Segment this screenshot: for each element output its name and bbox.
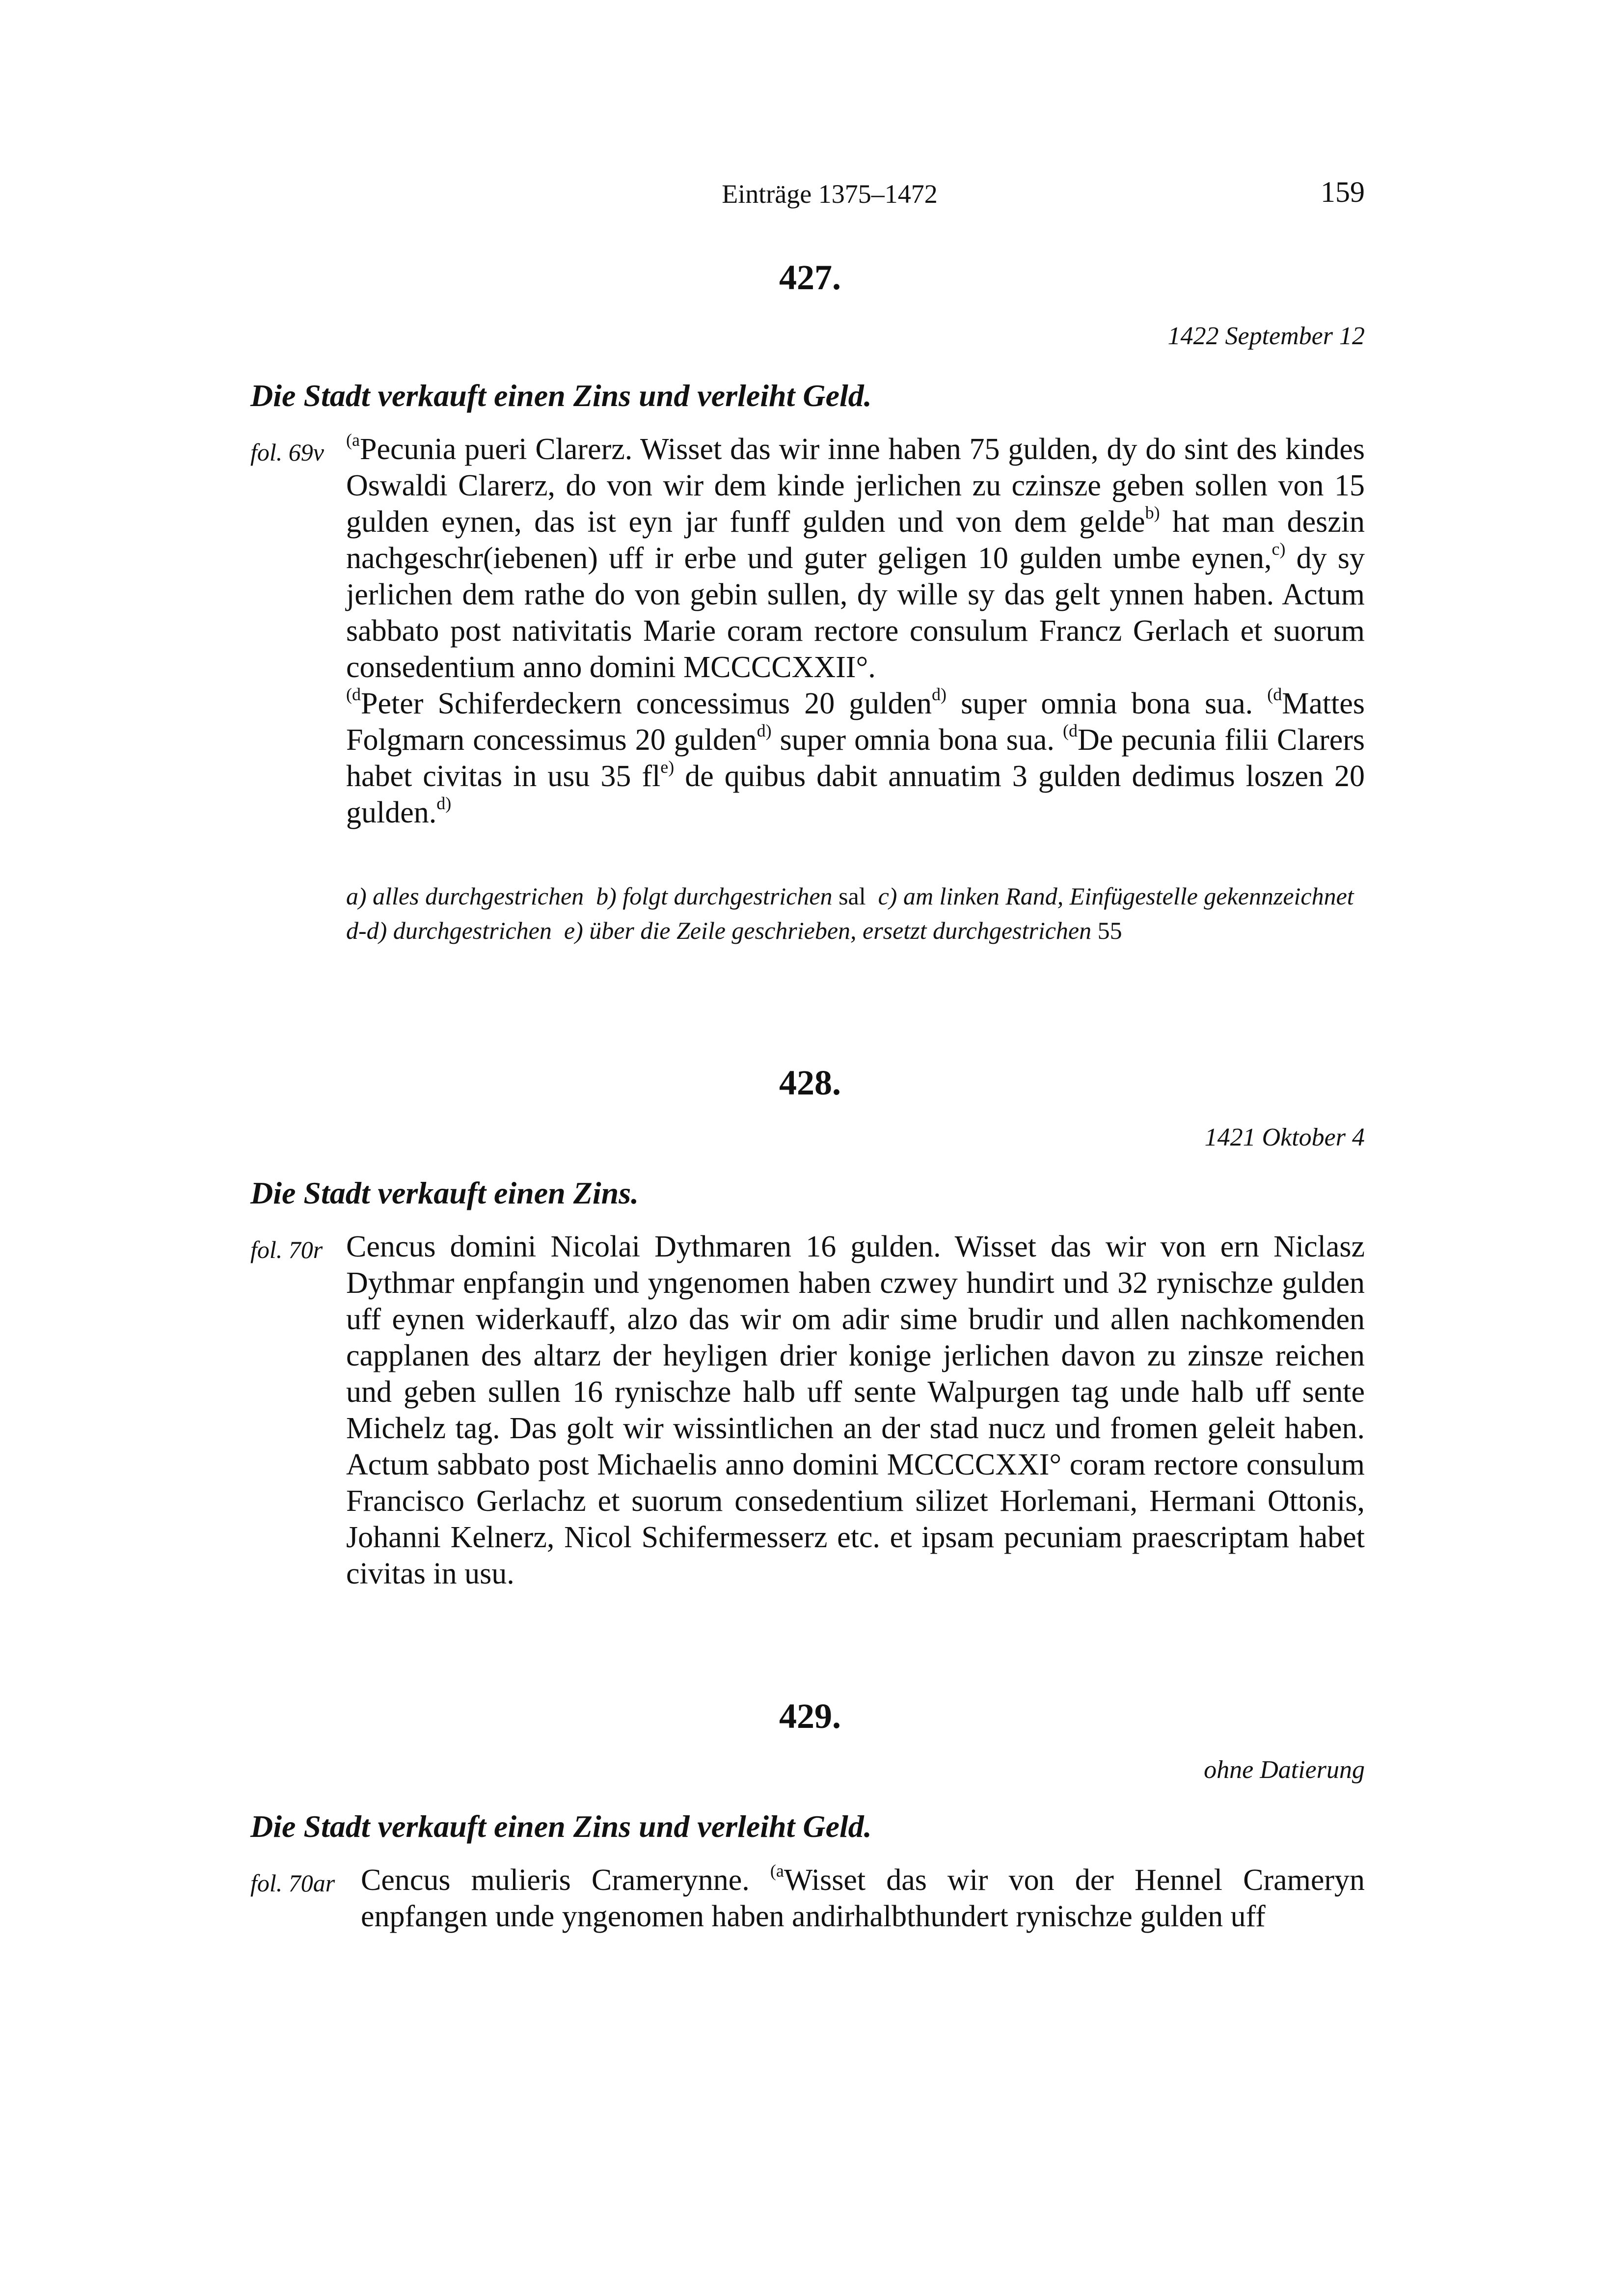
entry-number: 429. (779, 1696, 841, 1736)
text-segment: dy sy jerlichen dem rathe do von gebin sullen, dy wille sy das gelt ynnen haben. Actum sabbato post nativitatis Marie coram rectore consulum Francz Gerlach et suorum consedentium anno domini MCCCCXXII°. (346, 542, 1365, 684)
entry-paragraph (346, 685, 1365, 831)
entry-heading: Die Stadt verkauft einen Zins. (250, 1175, 639, 1210)
note-mark: (d (1063, 721, 1078, 740)
note-mark: d) (932, 684, 947, 704)
folio-reference: fol. 69v (250, 438, 324, 466)
apparatus-note: c) am linken Rand, Einfügestelle gekennzeichnet (878, 882, 1354, 910)
text-segment: super omnia bona sua. (947, 687, 1268, 720)
entry-text (361, 1862, 1365, 1935)
note-mark: e) (660, 757, 675, 777)
text-segment: de quibus dabit annuatim 3 gulden dedimus loszen 20 gulden. (346, 760, 1365, 829)
entry-heading: Die Stadt verkauft einen Zins und verleiht Geld. (250, 378, 872, 413)
entry-number: 428. (779, 1063, 841, 1102)
text-segment: Peter Schiferdeckern concessimus 20 gulden (361, 687, 932, 720)
apparatus-reading: sal (839, 882, 866, 910)
text-segment: hat man deszin nachgeschr(iebenen) uff ir erbe und guter geligen 10 gulden umbe eynen, (346, 505, 1365, 575)
text-segment: super omnia bona sua. (771, 723, 1063, 757)
entry-text (346, 1229, 1365, 1592)
entry-paragraph: Cencus domini Nicolai Dythmaren 16 gulden. Wisset das wir von ern Niclasz Dythmar enpfangin und yngenomen haben czwey hundirt und 32 rynischze gulden uff eynen widerkauff, alzo das wir om adir sime brudir und allen nachkomenden capplanen des altarz der heyligen drier konige jerlichen davon zu zinsze reichen und geben sullen 16 rynischze halb uff sente Walpurgen tag unde halb uff sente Michelz tag. Das golt wir wissintlichen an der stad nucz und fromen geleit haben. Actum sabbato post Michaelis anno domini MCCCCXXI° coram rectore consulum Francisco Gerlachz et suorum consedentium silizet Horlemani, Hermani Ottonis, Johanni Kelnerz, Nicol Schifermesserz etc. et ipsam pecuniam praescriptam habet civitas in usu. (346, 1230, 1365, 1590)
apparatus-note: e) über die Zeile geschrieben, ersetzt durchgestrichen (564, 917, 1092, 944)
running-title: Einträge 1375–1472 (722, 179, 938, 209)
note-mark: (a (346, 430, 360, 450)
apparatus-note: b) folgt durchgestrichen (596, 882, 833, 910)
entry-paragraph (346, 431, 1365, 685)
text-segment: Pecunia pueri Clarerz. Wisset das wir inne haben 75 gulden, dy do sint des kindes Oswaldi Clarerz, do von wir dem kinde jerlichen zu czinsze geben sollen von 15 gulden eynen, das ist eyn jar funff gulden und von dem gelde (346, 433, 1365, 539)
entry-date: 1422 September 12 (1167, 322, 1365, 350)
entry-heading: Die Stadt verkauft einen Zins und verleiht Geld. (250, 1809, 872, 1844)
text-segment: Wisset das wir von der Hennel Crameryn enpfangen unde yngenomen haben andirhalbthundert rynischze gulden uff (361, 1863, 1365, 1933)
folio-reference: fol. 70r (250, 1236, 323, 1263)
note-mark: d) (436, 793, 452, 813)
text-segment: De pecunia filii Clarers habet civitas in usu 35 fl (346, 723, 1365, 793)
note-mark: d) (757, 721, 772, 740)
note-mark: (d (1267, 684, 1282, 704)
note-mark: c) (1271, 539, 1286, 559)
critical-apparatus (346, 879, 1365, 948)
entry-date: ohne Datierung (1204, 1756, 1365, 1784)
folio-reference: fol. 70ar (250, 1869, 335, 1897)
apparatus-note: d-d) durchgestrichen (346, 917, 552, 944)
entry-date: 1421 Oktober 4 (1204, 1123, 1365, 1151)
text-segment: Mattes Folgmarn concessimus 20 gulden (346, 687, 1365, 757)
text-segment: Cencus mulieris Cramerynne. (361, 1863, 770, 1897)
page-number: 159 (1321, 176, 1365, 208)
apparatus-reading: 55 (1097, 917, 1122, 944)
note-mark: b) (1145, 503, 1160, 522)
entry-paragraph (361, 1862, 1365, 1935)
note-mark: (d (346, 684, 361, 704)
entry-number: 427. (779, 258, 841, 297)
entry-text (346, 431, 1365, 831)
apparatus-note: a) alles durchgestrichen (346, 882, 584, 910)
note-mark: (a (770, 1861, 784, 1881)
